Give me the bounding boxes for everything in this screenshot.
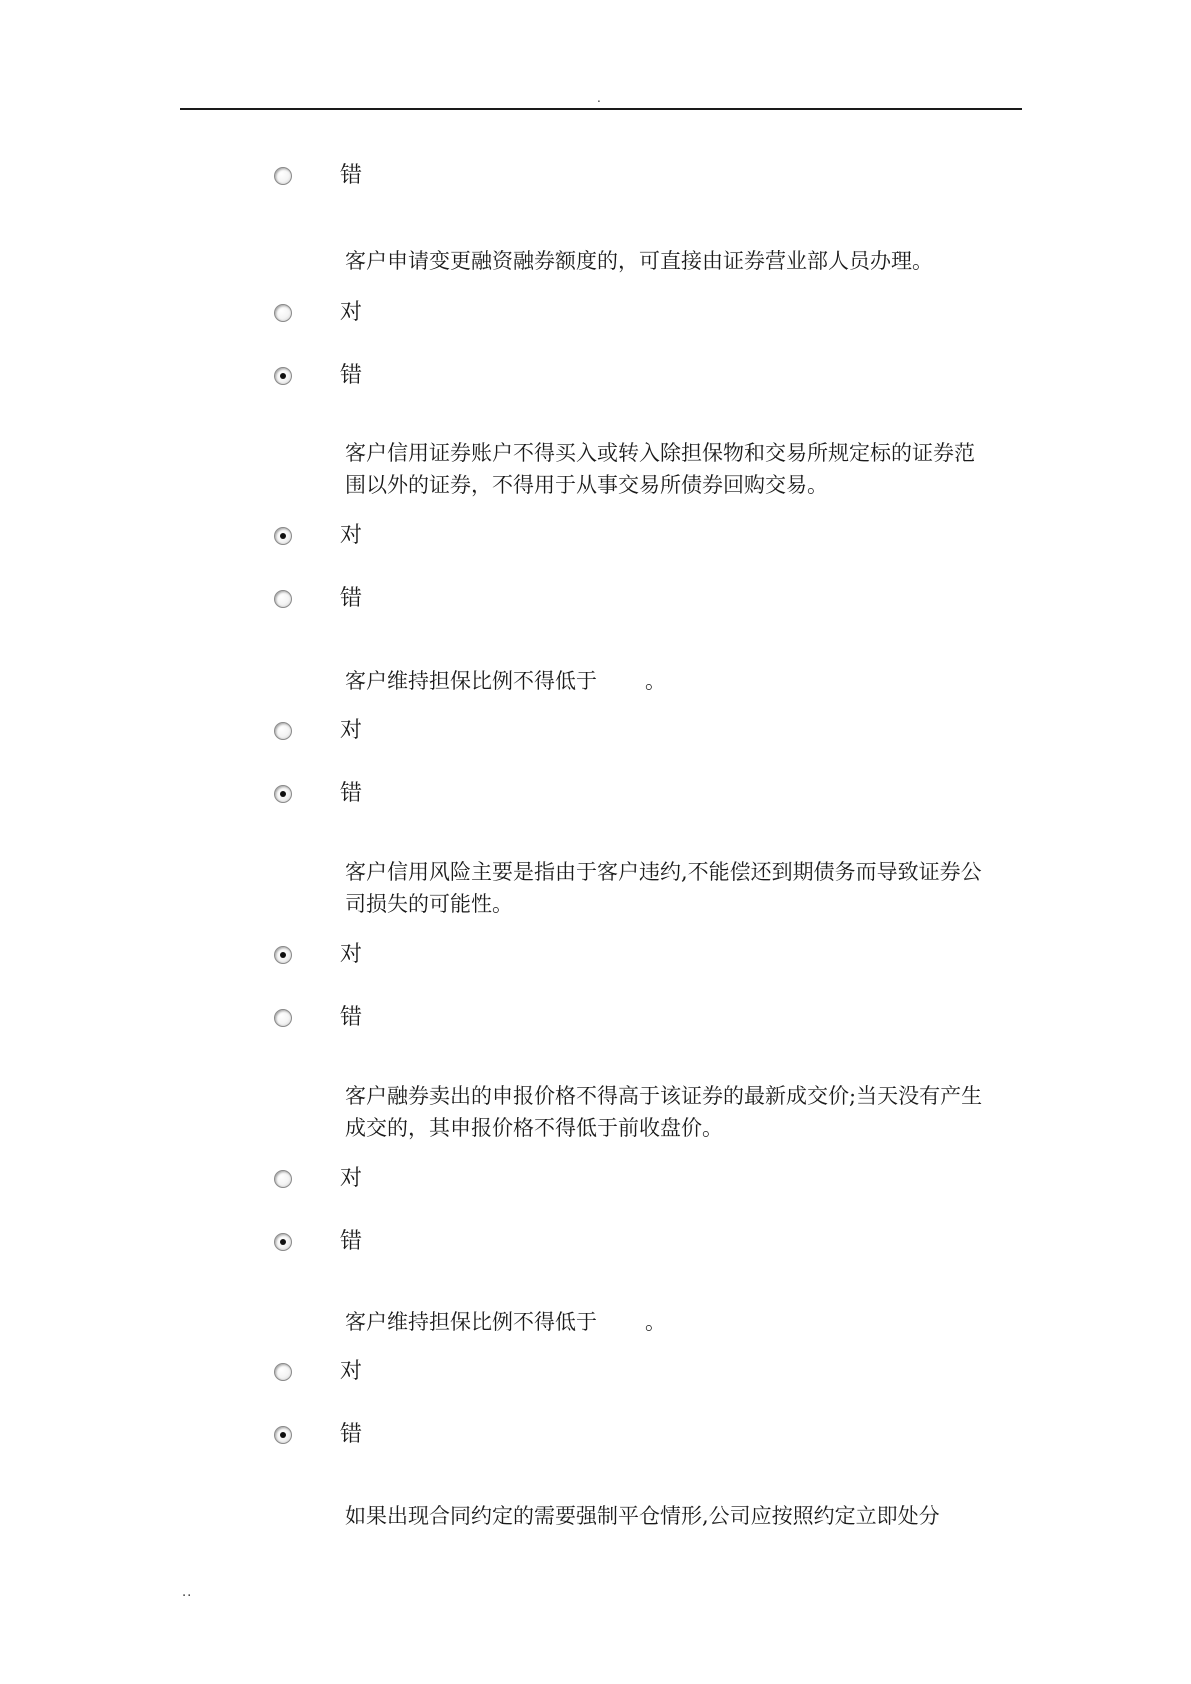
q5-true-radio[interactable] [274, 1170, 292, 1188]
header-rule [180, 108, 1022, 110]
q4-false-label: 错 [340, 1005, 363, 1030]
q2-false-radio[interactable] [274, 590, 292, 608]
q0-option-false[interactable] [274, 161, 362, 191]
q5-option-true[interactable] [274, 1164, 362, 1194]
q1-option-true[interactable] [274, 298, 362, 328]
q5-false-label: 错 [340, 1229, 363, 1254]
q1-option-false[interactable] [274, 361, 362, 391]
q6-true-radio[interactable] [274, 1363, 292, 1381]
q6-true-label: 对 [340, 1359, 363, 1384]
q4-true-label: 对 [340, 942, 363, 967]
q3-option-false[interactable] [274, 779, 362, 809]
q3-text [345, 665, 985, 697]
q6-option-false[interactable] [274, 1420, 362, 1450]
q0-false-label: 错 [340, 163, 363, 188]
q3-text-before: 客户维持担保比例不得低于 [345, 669, 597, 693]
q2-option-false[interactable] [274, 584, 362, 614]
footer-mark: .. [182, 1585, 193, 1600]
q3-false-radio[interactable] [274, 785, 292, 803]
q3-true-radio[interactable] [274, 722, 292, 740]
q6-false-label: 错 [340, 1422, 363, 1447]
q2-text: 客户信用证券账户不得买入或转入除担保物和交易所规定标的证券范围以外的证券，不得用于从事交易所债券回购交易。 [345, 441, 975, 497]
q0-false-radio[interactable] [274, 167, 292, 185]
q4-text: 客户信用风险主要是指由于客户违约,不能偿还到期债务而导致证券公司损失的可能性。 [345, 860, 982, 916]
q2-true-label: 对 [340, 523, 363, 548]
q1-true-label: 对 [340, 300, 363, 325]
q1-true-radio[interactable] [274, 304, 292, 322]
q5-true-label: 对 [340, 1166, 363, 1191]
q6-false-radio[interactable] [274, 1426, 292, 1444]
q5-option-false[interactable] [274, 1227, 362, 1257]
q2-true-radio[interactable] [274, 527, 292, 545]
q3-true-label: 对 [340, 718, 363, 743]
q6-text-before: 客户维持担保比例不得低于 [345, 1310, 597, 1334]
q7-text: 如果出现合同约定的需要强制平仓情形,公司应按照约定立即处分 [345, 1504, 940, 1528]
q4-false-radio[interactable] [274, 1009, 292, 1027]
q6-option-true[interactable] [274, 1357, 362, 1387]
q4-option-false[interactable] [274, 1003, 362, 1033]
q4-true-radio[interactable] [274, 946, 292, 964]
q1-false-radio[interactable] [274, 367, 292, 385]
q3-false-label: 错 [340, 781, 363, 806]
q6-text [345, 1306, 985, 1338]
q5-false-radio[interactable] [274, 1233, 292, 1251]
q1-text: 客户申请变更融资融券额度的，可直接由证券营业部人员办理。 [345, 249, 933, 273]
header-mark: . [597, 91, 601, 105]
q3-text-after: 。 [645, 669, 666, 693]
q5-text: 客户融券卖出的申报价格不得高于该证券的最新成交价;当天没有产生成交的，其申报价格不得低于前收盘价。 [345, 1084, 983, 1140]
q3-option-true[interactable] [274, 716, 362, 746]
q6-text-after: 。 [645, 1310, 666, 1334]
q4-option-true[interactable] [274, 940, 362, 970]
q2-option-true[interactable] [274, 521, 362, 551]
q1-false-label: 错 [340, 363, 363, 388]
q2-false-label: 错 [340, 586, 363, 611]
